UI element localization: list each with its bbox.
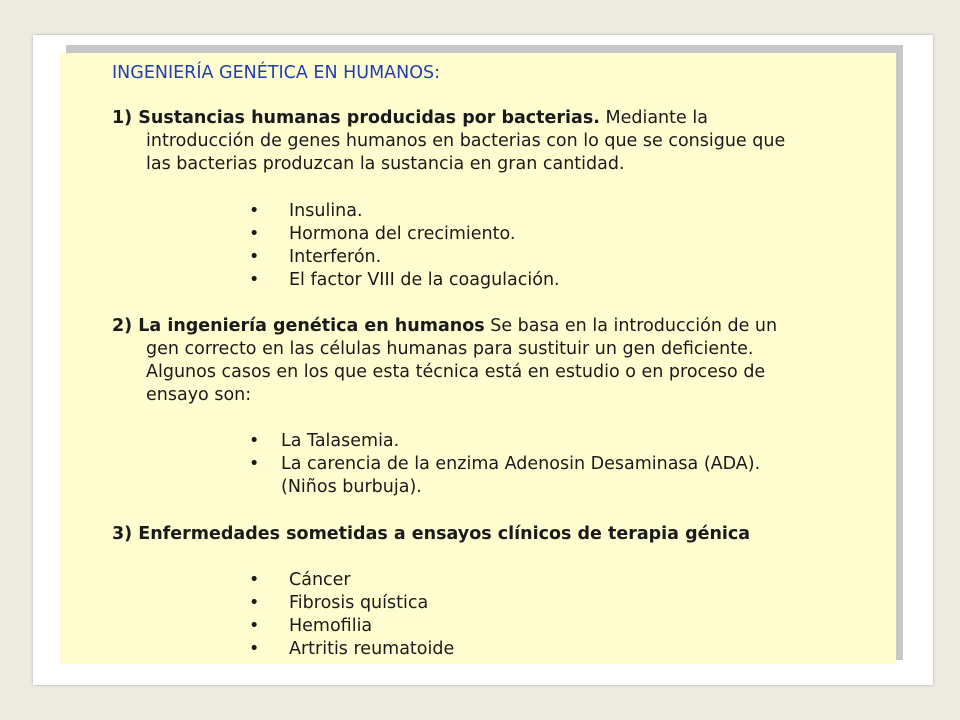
section-1-heading: 1) Sustancias humanas producidas por bacterias. <box>112 108 600 128</box>
section-3-heading: 3) Enfermedades sometidas a ensayos clínicos de terapia génica <box>112 524 751 544</box>
section-1 <box>112 107 892 176</box>
section-1-text: las bacterias produzcan la sustancia en gran cantidad. <box>146 154 625 174</box>
section-3 <box>112 523 892 546</box>
bullet-icon: • <box>249 616 260 636</box>
bullet-icon: • <box>249 270 260 290</box>
section-2-text: ensayo son: <box>146 385 252 405</box>
bullet-icon: • <box>249 454 260 474</box>
section-1-text: introducción de genes humanos en bacterias con lo que se consigue que <box>146 131 786 151</box>
section-2-heading: 2) La ingeniería genética en humanos <box>112 316 485 336</box>
document-image: INGENIERÍA GENÉTICA EN HUMANOS: 1) Sustancias humanas producidas por bacterias. Mediante la introducción de genes humanos en bacterias con lo que se consigue que las bacterias produzcan la sustancia en gran cantidad. • Insulina. • Hormona del crecimiento. • Interferón. • El factor VIII de la coagulación. 2) La ingeniería genética en humanos Se basa en la introducción de un gen correcto en las células humanas para sustituir un gen deficiente. Algunos casos en los que esta técnica está en estudio o en proceso de ensayo son: • La Talasemia. • La carencia de la enzima Adenosin Desaminasa (ADA). (Niños burbuja). 3) Enfermedades sometidas a ensayos clínicos de terapia génica • Cáncer • Fibrosis quística • Hemofilia • Artritis reumatoide <box>60 53 896 664</box>
section-2 <box>112 315 892 407</box>
document-title: INGENIERÍA GENÉTICA EN HUMANOS: <box>112 63 441 83</box>
section-1-text: Mediante la <box>599 108 708 128</box>
bullet-icon: • <box>249 593 260 613</box>
bullet-icon: • <box>249 224 260 244</box>
section-2-text: Algunos casos en los que esta técnica está en estudio o en proceso de <box>146 362 766 382</box>
bullet-icon: • <box>249 201 260 221</box>
section-2-text: Se basa en la introducción de un <box>484 316 778 336</box>
bullet-icon: • <box>249 247 260 267</box>
section-2-text: gen correcto en las células humanas para sustituir un gen deficiente. <box>146 339 754 359</box>
bullet-icon: • <box>249 639 260 659</box>
bullet-icon: • <box>249 431 260 451</box>
bullet-icon: • <box>249 570 260 590</box>
